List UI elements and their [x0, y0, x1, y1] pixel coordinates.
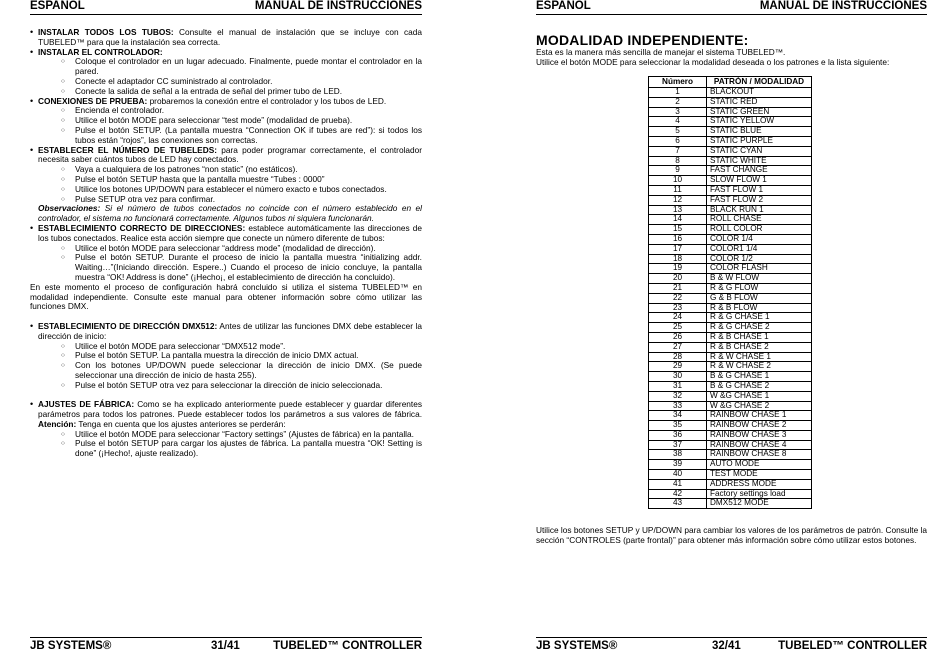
pattern-number: 31 [649, 381, 707, 391]
pattern-number: 42 [649, 489, 707, 499]
sub-item: ○ Conecte la salida de señal a la entrada de señal del primer tubo de LED. [30, 87, 422, 97]
pattern-name: STATIC BLUE [707, 127, 812, 137]
pattern-number: 32 [649, 391, 707, 401]
pattern-name: R & B CHASE 2 [707, 342, 812, 352]
sub-item: ○ Coloque el controlador en un lugar adecuado. Finalmente, puede montar el controlador en la pared. [30, 57, 422, 77]
pattern-number: 15 [649, 225, 707, 235]
list-item-address-setup [30, 224, 422, 244]
observation-note [30, 204, 422, 224]
pattern-name: FAST CHANGE [707, 166, 812, 176]
pattern-number: 37 [649, 440, 707, 450]
page-header [30, 0, 422, 14]
pattern-name: B & G CHASE 2 [707, 381, 812, 391]
table-row [649, 323, 812, 333]
pattern-number: 36 [649, 430, 707, 440]
pattern-name: R & B FLOW [707, 303, 812, 313]
table-row [649, 283, 812, 293]
table-row [649, 136, 812, 146]
pattern-name: RAINBOW CHASE 3 [707, 430, 812, 440]
table-row [649, 97, 812, 107]
pattern-name: FAST FLOW 2 [707, 195, 812, 205]
intro-line: Esta es la manera más sencilla de manejar el sistema TUBELED™. [536, 47, 786, 57]
table-row [649, 479, 812, 489]
page-footer [30, 640, 422, 654]
pattern-number: 12 [649, 195, 707, 205]
pattern-name: TEST MODE [707, 470, 812, 480]
sub-item: ○ Pulse el botón SETUP. Durante el proceso de inicio la pantalla muestra “initializing addr. Waiting…”(Iniciando dirección. Espere..) Cuando el proceso de inicio concluye, la pantalla muestra “OK! Address is done” (¡Hecho¡, el establecimiento de dirección ha concluido). [30, 253, 422, 282]
pattern-number: 41 [649, 479, 707, 489]
table-row [649, 195, 812, 205]
section-title: MODALIDAD INDEPENDIENTE: [536, 32, 749, 48]
left-page [30, 0, 422, 654]
pattern-number: 24 [649, 313, 707, 323]
pattern-number: 22 [649, 293, 707, 303]
pattern-number: 10 [649, 176, 707, 186]
pattern-name: ADDRESS MODE [707, 479, 812, 489]
pattern-name: ROLL CHASE [707, 215, 812, 225]
item-heading: INSTALAR TODOS LOS TUBOS: [38, 27, 174, 37]
pattern-number: 17 [649, 244, 707, 254]
item-text: probaremos la conexión entre el controlador y los tubos de LED. [147, 95, 387, 106]
item-heading: ESTABLECIMIENTO CORRECTO DE DIRECCIONES: [38, 222, 246, 233]
sub-item: ○ Encienda el controlador. [30, 106, 422, 116]
pattern-number: 16 [649, 234, 707, 244]
pattern-name: AUTO MODE [707, 460, 812, 470]
sub-item: ○ Vaya a cualquiera de los patrones “non static” (no estáticos). [30, 165, 422, 175]
pattern-number: 14 [649, 215, 707, 225]
pattern-name: ROLL COLOR [707, 225, 812, 235]
footer-brand: JB SYSTEMS® [536, 640, 618, 652]
table-row [649, 470, 812, 480]
pattern-number: 13 [649, 205, 707, 215]
table-row [649, 225, 812, 235]
sub-item: ○ Utilice el botón MODE para seleccionar “DMX512 mode”. [30, 342, 422, 352]
pattern-number: 3 [649, 107, 707, 117]
pattern-table [648, 76, 812, 509]
pattern-name: R & B CHASE 1 [707, 332, 812, 342]
pattern-number: 43 [649, 499, 707, 509]
pattern-number: 26 [649, 332, 707, 342]
pattern-number: 18 [649, 254, 707, 264]
header-divider [30, 14, 422, 15]
header-divider [536, 14, 927, 15]
list-item-factory-settings [30, 400, 422, 429]
item-text: Antes de utilizar las funciones DMX debe establecer la dirección de inicio: [38, 320, 423, 341]
table-row [649, 372, 812, 382]
pattern-name: Factory settings load [707, 489, 812, 499]
right-page [536, 0, 927, 654]
table-row [649, 342, 812, 352]
footer-divider [30, 637, 422, 638]
pattern-name: RAINBOW CHASE 8 [707, 450, 812, 460]
pattern-name: STATIC CYAN [707, 146, 812, 156]
pattern-number: 28 [649, 352, 707, 362]
item-heading: ESTABLECIMIENTO DE DIRECCIÓN DMX512: [38, 320, 218, 331]
table-row [649, 88, 812, 98]
observation-text: Si el número de tubos conectados no coincide con el número establecido en el controlador, el sistema no funcionará correctamente. Algunos tubos ni siquiera funcionarán. [38, 203, 422, 224]
pattern-number: 33 [649, 401, 707, 411]
header-language: ESPAÑOL [30, 0, 85, 12]
table-row [649, 421, 812, 431]
pattern-number: 7 [649, 146, 707, 156]
pattern-number: 25 [649, 323, 707, 333]
pattern-name: COLOR 1/4 [707, 234, 812, 244]
attention-label: Atención: [38, 418, 77, 429]
pattern-number: 38 [649, 450, 707, 460]
pattern-number: 19 [649, 264, 707, 274]
pattern-number: 1 [649, 88, 707, 98]
table-row [649, 127, 812, 137]
pattern-name: STATIC GREEN [707, 107, 812, 117]
sub-item: ○ Utilice el botón MODE para seleccionar “Factory settings” (Ajustes de fábrica) en la pantalla. [30, 430, 422, 440]
sub-item: ○ Pulse el botón SETUP. (La pantalla muestra “Connection OK if tubes are red”): si todos los tubos están “rojos”, las conexiones son correctas. [30, 126, 422, 146]
pattern-name: STATIC RED [707, 97, 812, 107]
pattern-number: 8 [649, 156, 707, 166]
footer-brand: JB SYSTEMS® [30, 640, 112, 652]
footer-product: TUBELED™ CONTROLLER [778, 640, 927, 652]
footer-product: TUBELED™ CONTROLLER [273, 640, 422, 652]
table-row [649, 332, 812, 342]
item-text: para poder programar correctamente, el controlador necesita saber cuántos tubos de LED hay conectados. [38, 144, 423, 165]
pattern-name: RAINBOW CHASE 4 [707, 440, 812, 450]
sub-item: ○ Con los botones UP/DOWN puede seleccionar la dirección de inicio DMX. (Se puede seleccionar una dirección de inicio de hasta 255). [30, 361, 422, 381]
pattern-name: RAINBOW CHASE 1 [707, 411, 812, 421]
pattern-name: R & W CHASE 1 [707, 352, 812, 362]
paragraph: En este momento el proceso de configuración habrá concluido si utiliza el sistema TUBELED™ en modalidad independiente. Consulte este manual para obtener información sobre cómo utilizar las funciones DMX. [30, 281, 422, 312]
header-title: MANUAL DE INSTRUCCIONES [759, 0, 927, 12]
table-row [649, 430, 812, 440]
table-row [649, 185, 812, 195]
right-body [536, 32, 927, 545]
pattern-number: 30 [649, 372, 707, 382]
page-footer [536, 640, 927, 654]
sub-item: ○ Utilice el botón MODE para seleccionar “address mode” (modalidad de dirección). [30, 244, 422, 254]
pattern-name: W &G CHASE 1 [707, 391, 812, 401]
pattern-number: 9 [649, 166, 707, 176]
table-row [649, 146, 812, 156]
pattern-number: 35 [649, 421, 707, 431]
pattern-name: BLACKOUT [707, 88, 812, 98]
table-body [649, 88, 812, 509]
item-heading: INSTALAR EL CONTROLADOR: [38, 46, 163, 57]
footer-page-number: 32/41 [712, 640, 741, 652]
item-text: Tenga en cuenta que los ajustes anteriores se perderán: [76, 418, 286, 429]
table-row [649, 499, 812, 509]
sub-item: ○ Conecte el adaptador CC suministrado al controlador. [30, 77, 422, 87]
pattern-name: STATIC WHITE [707, 156, 812, 166]
pattern-number: 4 [649, 117, 707, 127]
pattern-name: R & W CHASE 2 [707, 362, 812, 372]
pattern-name: COLOR 1/2 [707, 254, 812, 264]
pattern-number: 29 [649, 362, 707, 372]
table-row [649, 234, 812, 244]
item-text: Consulte el manual de instalación que se incluye con cada TUBELED™ para que la instalación sea correcta. [38, 27, 423, 47]
pattern-name: SLOW FLOW 1 [707, 176, 812, 186]
pattern-name: STATIC PURPLE [707, 136, 812, 146]
item-text: Como se ha explicado anteriormente puede establecer y guardar diferentes parámetros para todos los patrones. Puede establecer todos los parámetros a sus valores de fábrica. [38, 399, 422, 420]
pattern-name: R & G FLOW [707, 283, 812, 293]
pattern-number: 20 [649, 274, 707, 284]
pattern-name: B & G CHASE 1 [707, 372, 812, 382]
observation-label: Observaciones: [38, 203, 101, 214]
column-header-pattern: PATRÓN / MODALIDAD [707, 77, 812, 88]
pattern-name: COLOR FLASH [707, 264, 812, 274]
intro-line: Utilice el botón MODE para seleccionar la modalidad deseada o los patrones e la lista siguiente: [536, 56, 890, 67]
pattern-number: 6 [649, 136, 707, 146]
list-item-dmx-address [30, 322, 422, 342]
pattern-name: B & W FLOW [707, 274, 812, 284]
pattern-number: 40 [649, 470, 707, 480]
sub-item: ○ Pulse el botón SETUP otra vez para seleccionar la dirección de inicio seleccionada. [30, 381, 422, 391]
pattern-name: R & G CHASE 1 [707, 313, 812, 323]
pattern-number: 5 [649, 127, 707, 137]
list-item-install-tubes [30, 28, 422, 48]
pattern-name: G & B FLOW [707, 293, 812, 303]
sub-item: ○ Pulse el botón SETUP hasta que la pantalla muestre “Tubes : 0000” [30, 175, 422, 185]
page-header [536, 0, 927, 14]
pattern-number: 23 [649, 303, 707, 313]
pattern-name: W &G CHASE 2 [707, 401, 812, 411]
footer-divider [536, 637, 927, 638]
pattern-name: FAST FLOW 1 [707, 185, 812, 195]
pattern-number: 21 [649, 283, 707, 293]
header-title: MANUAL DE INSTRUCCIONES [254, 0, 422, 12]
pattern-name: DMX512 MODE [707, 499, 812, 509]
pattern-number: 34 [649, 411, 707, 421]
item-heading: ESTABLECER EL NÚMERO DE TUBELEDS: [38, 144, 218, 155]
pattern-number: 11 [649, 185, 707, 195]
pattern-number: 39 [649, 460, 707, 470]
table-header-row [649, 77, 812, 88]
sub-item: ○ Utilice los botones UP/DOWN para establecer el número exacto e tubos conectados. [30, 185, 422, 195]
header-language: ESPAÑOL [536, 0, 591, 12]
pattern-name: R & G CHASE 2 [707, 323, 812, 333]
pattern-name: RAINBOW CHASE 2 [707, 421, 812, 431]
footer-page-number: 31/41 [211, 640, 240, 652]
table-row [649, 293, 812, 303]
pattern-name: BLACK RUN 1 [707, 205, 812, 215]
sub-item: ○ Utilice el botón MODE para seleccionar “test mode” (modalidad de prueba). [30, 116, 422, 126]
list-item-tube-count [30, 146, 422, 166]
table-row [649, 176, 812, 186]
table-row [649, 381, 812, 391]
table-row [649, 244, 812, 254]
table-row [649, 391, 812, 401]
left-body [30, 28, 422, 459]
item-heading: CONEXIONES DE PRUEBA: [38, 95, 148, 106]
table-row [649, 274, 812, 284]
column-header-number: Número [649, 77, 707, 88]
item-text: establece automáticamente las direcciones de los tubos conectados. Realice esta acción siempre que conecte un número diferente de tubos: [38, 222, 422, 243]
item-heading: AJUSTES DE FÁBRICA: [38, 399, 135, 410]
pattern-name: STATIC YELLOW [707, 117, 812, 127]
sub-item: ○ Pulse el botón SETUP. La pantalla muestra la dirección de inicio DMX actual. [30, 351, 422, 361]
closing-paragraph: Utilice los botones SETUP y UP/DOWN para cambiar los valores de los parámetros de patrón. Consulte la sección “CONTROLES (parte frontal)” para obtener más información sobre cómo utilizar estos botones. [536, 525, 927, 545]
pattern-number: 27 [649, 342, 707, 352]
pattern-name: COLOR1 1/4 [707, 244, 812, 254]
pattern-number: 2 [649, 97, 707, 107]
sub-item: ○ Pulse el botón SETUP para cargar los ajustes de fábrica. La pantalla muestra “OK! Setting is done” (¡Hecho!, ajuste realizado). [30, 439, 422, 459]
sub-item: ○ Pulse SETUP otra vez para confirmar. [30, 195, 422, 205]
